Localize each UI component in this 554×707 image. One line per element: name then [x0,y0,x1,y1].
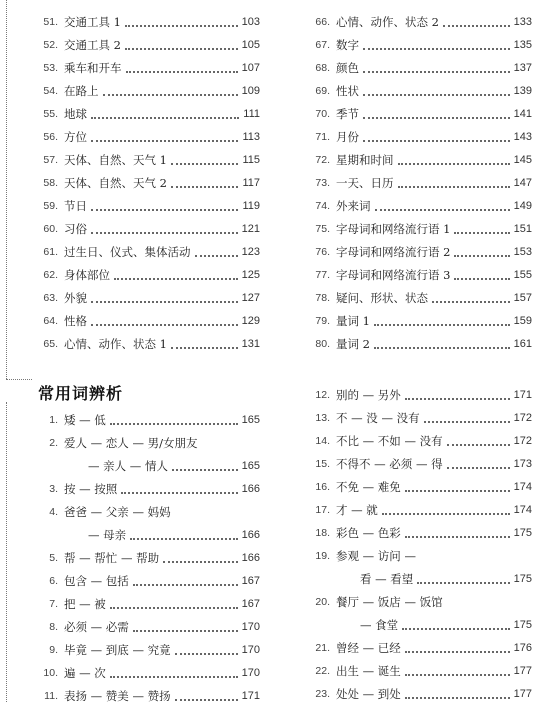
toc-entry-number: 8. [49,620,58,633]
toc-entry-number: 76. [315,245,330,258]
dot-leader [374,322,510,326]
toc-entry-page-number: 167 [241,597,260,610]
toc-entry[interactable] [300,309,532,332]
dot-leader [405,649,510,653]
toc-entry-continuation[interactable] [28,523,260,546]
toc-entry-title: 按 — 按照 [64,481,118,496]
dot-leader [447,465,510,469]
toc-entry-continuation[interactable] [300,613,532,636]
toc-entry-number: 52. [43,38,58,51]
toc-entry-title: 季节 [336,106,359,121]
dot-leader [432,299,510,303]
dot-leader [91,115,239,119]
toc-entry-title: 看 — 看望 [360,571,414,586]
toc-entry-title: 字母词和网络流行语 2 [336,244,451,259]
toc-entry-page-number: 166 [241,528,260,541]
toc-entry-page-number: 166 [241,482,260,495]
toc-entry-title: 曾经 — 已经 [336,640,401,655]
toc-entry[interactable] [28,148,260,171]
toc-entry-title: 心情、动作、状态 1 [64,336,167,351]
toc-entry-page-number: 170 [241,666,260,679]
toc-entry-title: — 亲人 — 情人 [88,458,168,473]
toc-entry-title: 不比 — 不如 — 没有 [336,433,443,448]
toc-entry-page-number: 111 [243,107,260,120]
toc-entry[interactable] [300,475,532,498]
toc-entry-page-number: 177 [513,687,532,700]
dot-leader [126,69,238,73]
toc-entry[interactable] [28,125,260,148]
toc-entry-number: 19. [315,549,330,562]
section-divider-dotted-lower [6,402,7,702]
toc-entry-page-number: 121 [241,222,260,235]
toc-entry-title: 外来词 [336,198,371,213]
toc-entry-page-number: 109 [241,84,260,97]
toc-entry-title: 交通工具 2 [64,37,121,52]
toc-entry-number: 79. [315,314,330,327]
toc-entry[interactable] [300,194,532,217]
toc-entry[interactable] [28,194,260,217]
toc-entry-number: 51. [43,15,58,28]
toc-entry-title: — 食堂 [360,617,399,632]
toc-entry[interactable] [28,102,260,125]
dot-leader [398,184,510,188]
toc-entry-number: 69. [315,84,330,97]
dot-leader [454,253,509,257]
toc-entry-page-number: 155 [513,268,532,281]
dot-leader [121,490,237,494]
toc-entry-number: 16. [315,480,330,493]
toc-entry[interactable] [28,592,260,615]
toc-entry-title: 包含 — 包括 [64,573,129,588]
toc-entry[interactable] [28,615,260,638]
toc-entry-page-number: 165 [241,413,260,426]
toc-entry[interactable] [28,408,260,431]
toc-entry-number: 55. [43,107,58,120]
toc-entry-page-number: 172 [513,411,532,424]
toc-entry[interactable] [28,500,260,523]
toc-entry[interactable] [28,332,260,355]
toc-entry[interactable] [28,661,260,684]
toc-entry-title: 餐厅 — 饭店 — 饭馆 [336,594,443,609]
dot-leader [91,207,238,211]
toc-entry-number: 21. [315,641,330,654]
toc-entry-title: 心情、动作、状态 2 [336,14,439,29]
toc-entry-page-number: 141 [513,107,532,120]
dot-leader [172,467,238,471]
toc-entry-number: 11. [44,689,58,702]
toc-entry-number: 22. [315,664,330,677]
toc-entry-number: 14. [315,434,330,447]
toc-entry[interactable] [300,332,532,355]
toc-entry-page-number: 175 [513,572,532,585]
dot-leader [103,92,238,96]
toc-entry[interactable] [300,125,532,148]
dot-leader [363,46,510,50]
toc-entry-page-number: 159 [513,314,532,327]
toc-entry-title: 遍 — 次 [64,665,106,680]
toc-entry-number: 71. [315,130,330,143]
dot-leader [447,442,510,446]
toc-entry[interactable] [300,636,532,659]
toc-entry-number: 4. [49,505,58,518]
toc-entry-title: 在路上 [64,83,99,98]
toc-entry-title: 地球 [64,106,87,121]
toc-entry-title: 月份 [336,129,359,144]
toc-entry-title: 量词 2 [336,336,370,351]
toc-entry-page-number: 117 [242,176,260,189]
toc-entry-page-number: 173 [513,457,532,470]
toc-entry-page-number: 131 [241,337,260,350]
toc-entry-number: 62. [43,268,58,281]
dot-leader [363,138,510,142]
toc-entry-page-number: 175 [513,618,532,631]
toc-entry-number: 1. [49,413,58,426]
toc-entry-page-number: 137 [513,61,532,74]
toc-entry[interactable] [300,102,532,125]
toc-entry-number: 77. [315,268,330,281]
toc-entry-number: 57. [43,153,58,166]
dot-leader [405,488,510,492]
toc-entry-page-number: 170 [241,643,260,656]
toc-entry[interactable] [300,406,532,429]
dot-leader [110,605,238,609]
dot-leader [114,276,238,280]
toc-entry-page-number: 113 [242,130,260,143]
toc-entry-title: 彩色 — 色彩 [336,525,401,540]
toc-entry-title: 性状 [336,83,359,98]
toc-entry-title: 不 — 没 — 没有 [336,410,420,425]
toc-entry-page-number: 133 [513,15,532,28]
toc-entry[interactable] [300,544,532,567]
dot-leader [454,276,509,280]
toc-entry[interactable] [28,477,260,500]
dot-leader [110,674,238,678]
dot-leader [91,299,238,303]
dot-leader [424,419,510,423]
toc-entry-title: 字母词和网络流行语 3 [336,267,451,282]
toc-entry-page-number: 174 [513,503,532,516]
toc-entry-number: 70. [315,107,330,120]
toc-entry-number: 56. [43,130,58,143]
toc-entry-number: 80. [315,337,330,350]
toc-entry-page-number: 107 [241,61,260,74]
toc-entry-page-number: 175 [513,526,532,539]
dot-leader [195,253,238,257]
toc-entry-title: 数字 [336,37,359,52]
dot-leader [417,580,509,584]
dot-leader [382,511,510,515]
toc-column-top-right [300,10,532,355]
toc-entry-number: 64. [43,314,58,327]
toc-entry[interactable] [28,171,260,194]
dot-leader [171,184,238,188]
toc-entry-title: 习俗 [64,221,87,236]
dot-leader [405,396,510,400]
toc-column-bottom-right [300,383,532,705]
toc-entry-title: 必须 — 必需 [64,619,129,634]
toc-entry-title: 把 — 被 [64,596,106,611]
toc-entry[interactable] [28,33,260,56]
toc-entry-page-number: 166 [241,551,260,564]
toc-entry-title: 颜色 [336,60,359,75]
toc-entry-title: 表扬 — 赞美 — 赞扬 [64,688,171,703]
toc-entry-title: 矮 — 低 [64,412,106,427]
dot-leader [110,421,238,425]
toc-entry-number: 23. [315,687,330,700]
toc-entry-number: 18. [315,526,330,539]
dot-leader [175,651,238,655]
toc-entry-number: 60. [43,222,58,235]
toc-entry[interactable] [300,263,532,286]
toc-entry[interactable] [300,240,532,263]
toc-entry-number: 3. [49,482,58,495]
toc-entry-number: 67. [315,38,330,51]
toc-entry-page-number: 153 [513,245,532,258]
toc-entry-title: 毕竟 — 到底 — 究竟 [64,642,171,657]
toc-entry[interactable] [28,546,260,569]
toc-entry-number: 2. [49,436,58,449]
dot-leader [375,207,510,211]
toc-entry-title: 过生日、仪式、集体活动 [64,244,191,259]
dot-leader [405,672,510,676]
toc-entry-page-number: 127 [241,291,260,304]
toc-entry-title: 才 — 就 [336,502,378,517]
toc-entry-page-number: 167 [241,574,260,587]
dot-leader [454,230,509,234]
toc-entry-title: 帮 — 帮忙 — 帮助 [64,550,160,565]
toc-entry[interactable] [28,10,260,33]
dot-leader [171,345,238,349]
toc-entry-page-number: 105 [241,38,260,51]
toc-entry-number: 7. [49,597,58,610]
dot-leader [91,322,238,326]
toc-entry-title: 星期和时间 [336,152,394,167]
toc-entry-number: 6. [49,574,58,587]
toc-entry[interactable] [300,498,532,521]
dot-leader [175,697,238,701]
dot-leader [125,23,238,27]
toc-entry[interactable] [300,217,532,240]
toc-entry[interactable] [300,79,532,102]
toc-entry-number: 13. [315,411,330,424]
toc-entry-title: 疑问、形状、状态 [336,290,428,305]
toc-entry[interactable] [28,217,260,240]
toc-entry[interactable] [300,429,532,452]
toc-entry-title: — 母亲 [88,527,127,542]
toc-entry-title: 乘车和开车 [64,60,122,75]
toc-entry[interactable] [300,148,532,171]
toc-entry[interactable] [300,521,532,544]
toc-entry-page-number: 171 [513,388,532,401]
toc-entry[interactable] [300,33,532,56]
toc-entry-title: 天体、自然、天气 2 [64,175,167,190]
toc-entry-page-number: 129 [241,314,260,327]
toc-entry-title: 参观 — 访问 — [336,548,416,563]
toc-entry[interactable] [28,431,260,454]
dot-leader [374,345,510,349]
toc-entry-number: 61. [43,245,58,258]
dot-leader [405,695,510,699]
toc-entry-title: 爸爸 — 父亲 — 妈妈 [64,504,171,519]
toc-entry-number: 72. [315,153,330,166]
dot-leader [125,46,238,50]
toc-entry-title: 外貌 [64,290,87,305]
toc-entry-number: 53. [43,61,58,74]
toc-entry-title: 方位 [64,129,87,144]
toc-entry-number: 5. [49,551,58,564]
toc-entry[interactable] [28,79,260,102]
toc-column-bottom-left [28,408,260,707]
toc-entry-number: 54. [43,84,58,97]
toc-entry-page-number: 165 [241,459,260,472]
toc-entry-title: 一天、日历 [336,175,394,190]
toc-entry-number: 59. [43,199,58,212]
toc-entry-number: 15. [315,457,330,470]
toc-entry[interactable] [28,56,260,79]
dot-leader [91,138,238,142]
toc-column-top-left [28,10,260,355]
toc-entry-page-number: 119 [242,199,260,212]
toc-entry-page-number: 171 [241,689,260,702]
toc-entry[interactable] [28,569,260,592]
toc-entry-title: 爱人 — 恋人 — 男/女朋友 [64,435,198,450]
toc-entry-page-number: 125 [241,268,260,281]
toc-entry-title: 不免 — 难免 [336,479,401,494]
toc-entry[interactable] [28,638,260,661]
toc-entry-page-number: 151 [513,222,532,235]
dot-leader [405,534,510,538]
toc-entry-page-number: 147 [513,176,532,189]
toc-entry-continuation[interactable] [28,454,260,477]
toc-entry[interactable] [300,286,532,309]
toc-entry[interactable] [300,10,532,33]
dot-leader [443,23,510,27]
toc-entry[interactable] [28,263,260,286]
section-divider-dotted-vertical [6,0,7,379]
toc-entry-number: 66. [315,15,330,28]
toc-entry-page-number: 170 [241,620,260,633]
toc-entry-title: 身体部位 [64,267,110,282]
dot-leader [363,69,510,73]
toc-entry[interactable] [28,240,260,263]
dot-leader [130,536,237,540]
section-divider-dotted-horizontal [6,379,32,380]
section-heading-common-word-distinctions: 常用词辨析 [38,384,124,403]
toc-entry-page-number: 115 [242,153,260,166]
dot-leader [398,161,510,165]
toc-entry-number: 17. [315,503,330,516]
dot-leader [133,628,238,632]
toc-entry-title: 交通工具 1 [64,14,121,29]
toc-entry[interactable] [300,383,532,406]
toc-entry-number: 58. [43,176,58,189]
toc-entry-number: 20. [315,595,330,608]
toc-entry-page-number: 135 [513,38,532,51]
toc-entry-page-number: 157 [513,291,532,304]
toc-entry-continuation[interactable] [300,567,532,590]
dot-leader [133,582,238,586]
toc-entry[interactable] [300,659,532,682]
toc-entry-title: 不得不 — 必须 — 得 [336,456,443,471]
dot-leader [363,92,510,96]
toc-entry-page-number: 177 [513,664,532,677]
toc-entry-page-number: 149 [513,199,532,212]
toc-entry-number: 63. [43,291,58,304]
toc-entry-number: 12. [315,388,330,401]
toc-entry[interactable] [28,684,260,707]
toc-entry-title: 出生 — 诞生 [336,663,401,678]
dot-leader [171,161,238,165]
dot-leader [163,559,238,563]
toc-entry-number: 65. [43,337,58,350]
toc-entry-page-number: 172 [513,434,532,447]
toc-entry-title: 字母词和网络流行语 1 [336,221,451,236]
toc-entry[interactable] [28,286,260,309]
toc-entry-number: 68. [315,61,330,74]
toc-entry-title: 处处 — 到处 [336,686,401,701]
toc-entry-page-number: 145 [513,153,532,166]
toc-entry[interactable] [300,452,532,475]
toc-entry-page-number: 161 [513,337,532,350]
toc-entry[interactable] [300,171,532,194]
toc-entry-page-number: 174 [513,480,532,493]
toc-entry-title: 性格 [64,313,87,328]
toc-entry[interactable] [300,56,532,79]
toc-entry-number: 78. [315,291,330,304]
toc-entry-number: 10. [43,666,58,679]
dot-leader [91,230,238,234]
toc-entry-title: 量词 1 [336,313,370,328]
toc-entry-title: 别的 — 另外 [336,387,401,402]
toc-entry[interactable] [300,590,532,613]
toc-entry-title: 天体、自然、天气 1 [64,152,167,167]
toc-entry-number: 74. [315,199,330,212]
toc-entry-number: 75. [315,222,330,235]
dot-leader [363,115,510,119]
toc-entry-page-number: 103 [241,15,260,28]
toc-entry-page-number: 123 [241,245,260,258]
toc-entry[interactable] [28,309,260,332]
dot-leader [402,626,509,630]
toc-entry-title: 节日 [64,198,87,213]
toc-entry-page-number: 176 [513,641,532,654]
toc-entry-page-number: 139 [513,84,532,97]
toc-entry-number: 9. [49,643,58,656]
toc-entry-number: 73. [315,176,330,189]
toc-entry-page-number: 143 [513,130,532,143]
